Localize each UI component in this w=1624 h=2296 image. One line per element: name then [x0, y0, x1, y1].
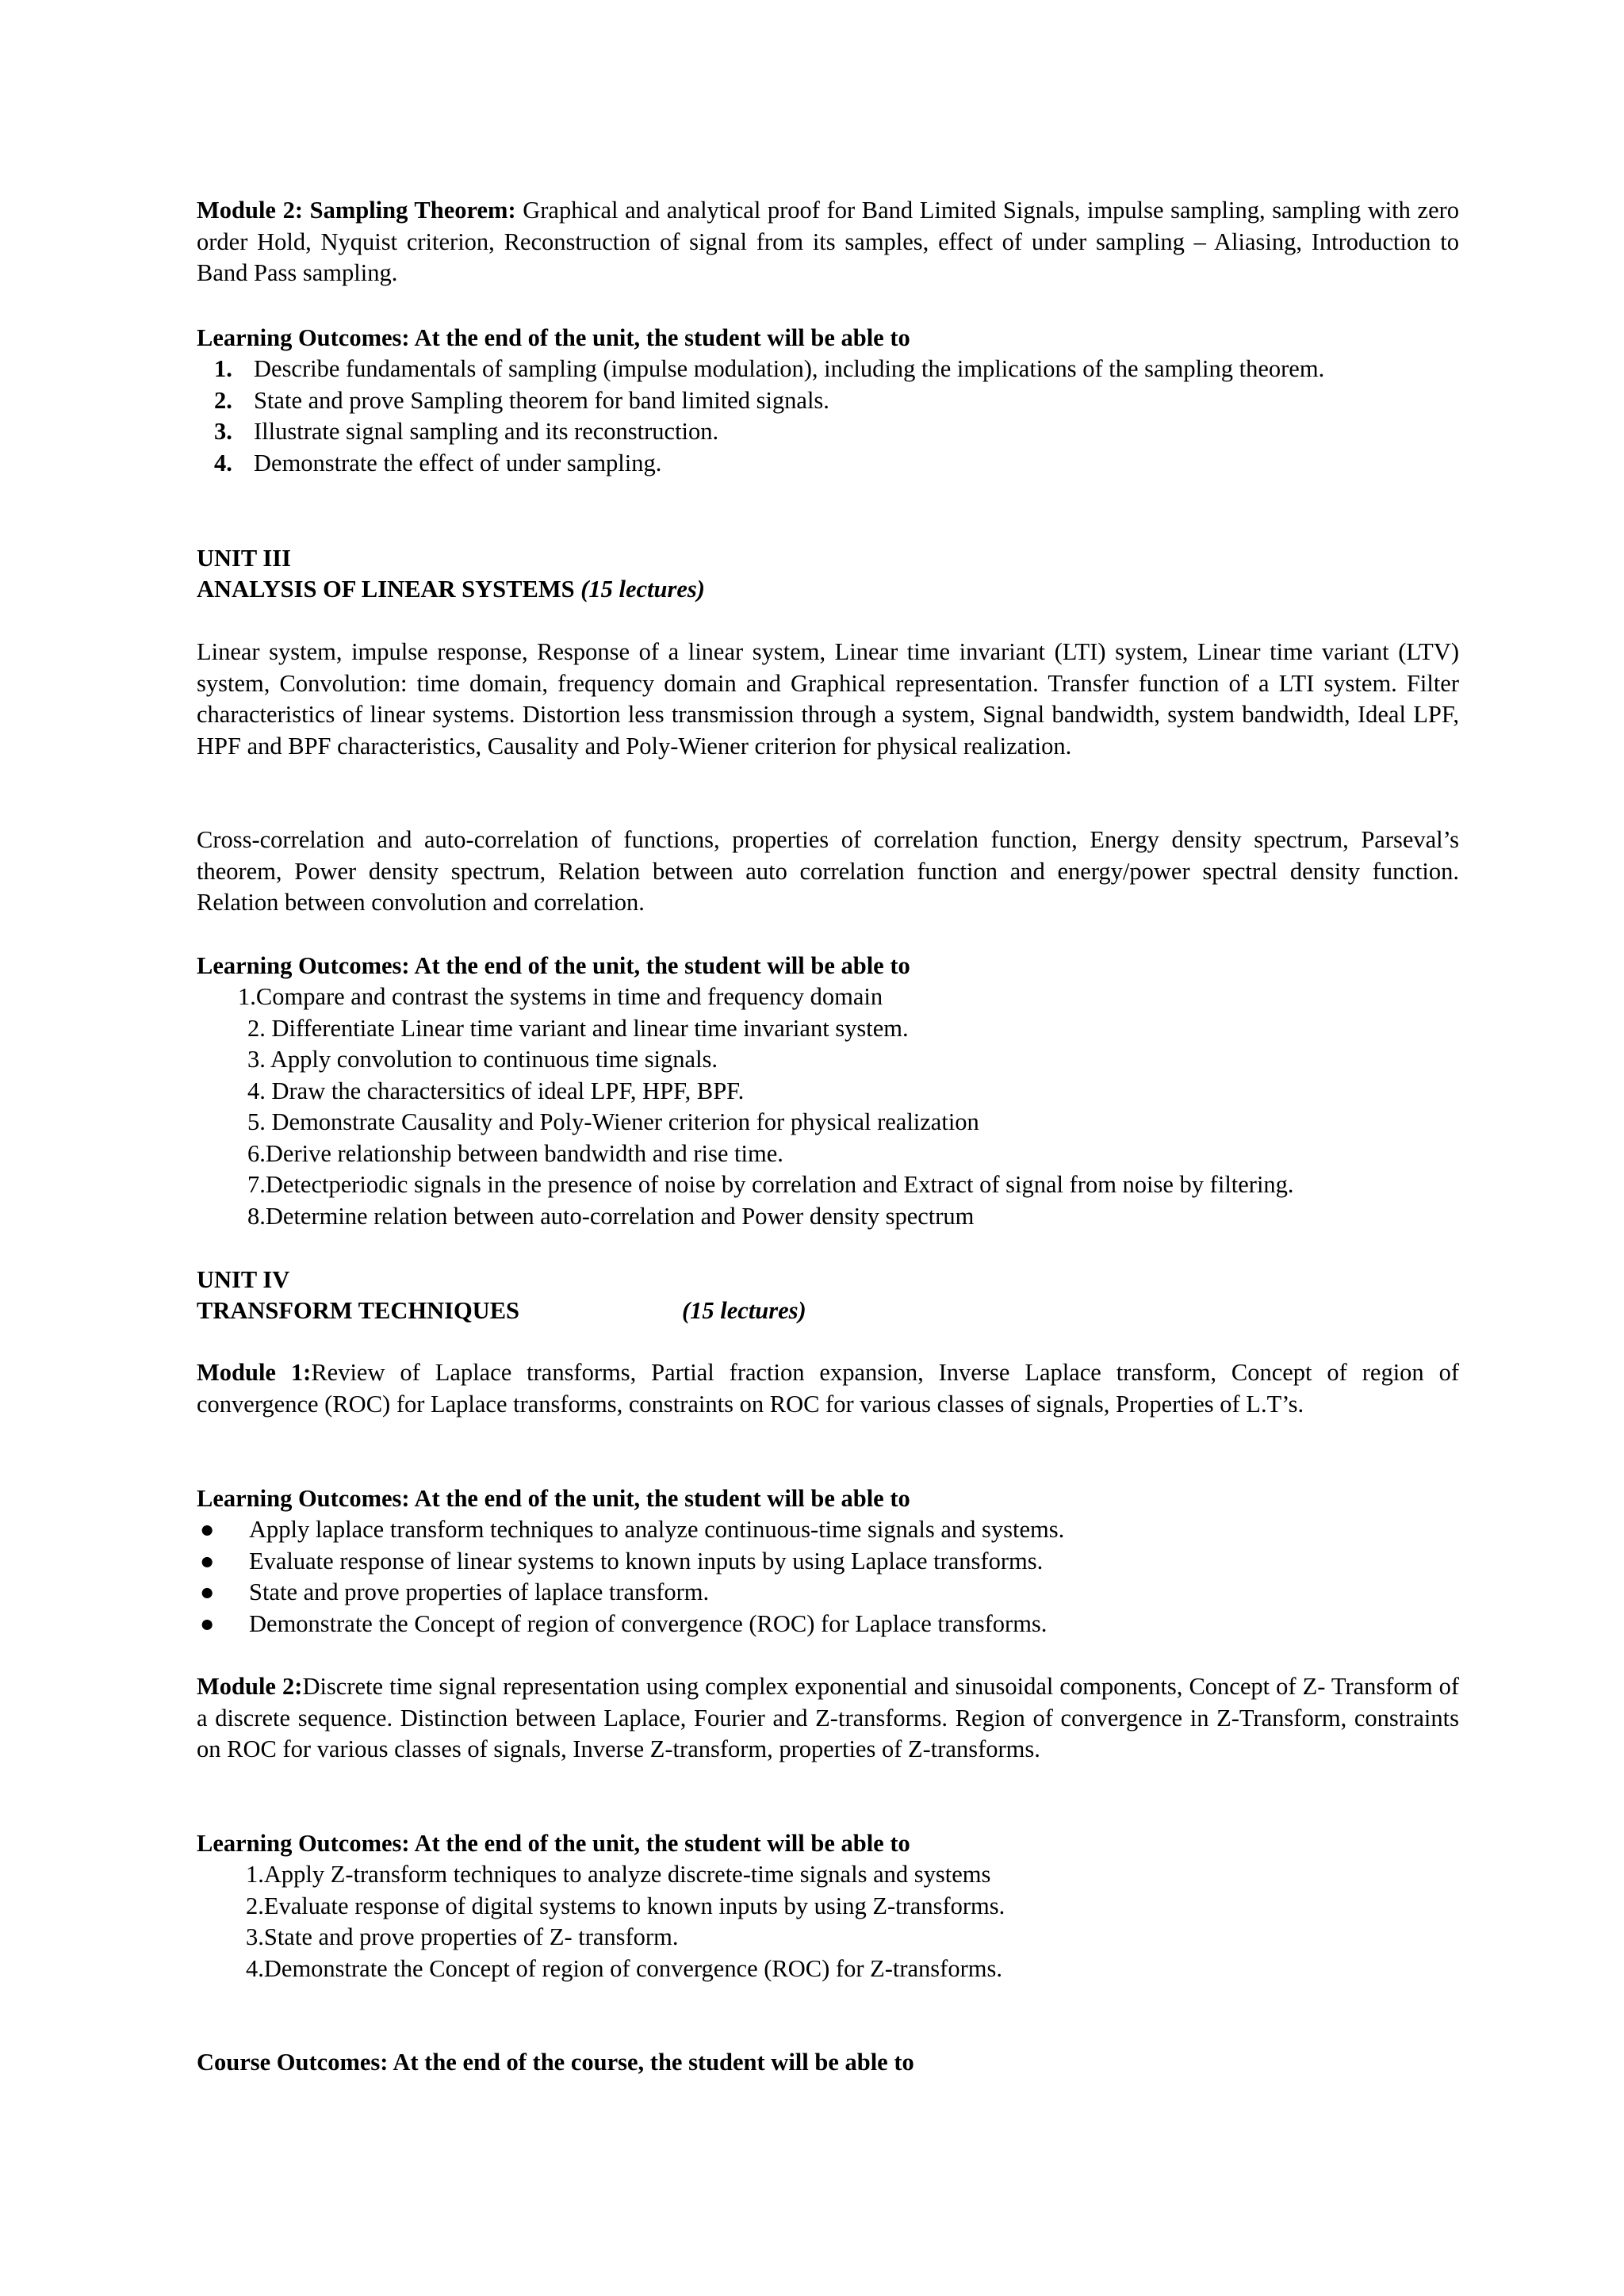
list-item: 6.Derive relationship between bandwidth and rise time.: [247, 1139, 783, 1167]
list-item: 2. Differentiate Linear time variant and linear time invariant system.: [247, 1014, 909, 1042]
unit4-module1-label: Module 1:: [197, 1359, 312, 1386]
unit4-title-line: [197, 1295, 1459, 1327]
bullet-icon: ●: [200, 1578, 215, 1605]
list-item: 2. State and prove Sampling theorem for band limited signals.: [214, 386, 829, 414]
list-item: 3.State and prove properties of Z- transform.: [246, 1923, 679, 1950]
unit3-paragraph-2: Cross-correlation and auto-correlation of functions, properties of correlation function, Energy density spectrum, Parseval’s theorem, Power density spectrum, Relation between auto correlation function and energy/power spectral density function. Relation between convolution and correlation.: [197, 826, 1459, 916]
lo-heading-module1: Learning Outcomes: At the end of the unit, the student will be able to: [197, 1485, 910, 1512]
bullet-icon: ●: [200, 1547, 215, 1575]
unit4-lectures: (15 lectures): [682, 1297, 806, 1324]
list-item: 8.Determine relation between auto-correlation and Power density spectrum: [247, 1202, 975, 1230]
lo-list-module1: [200, 1514, 1462, 1640]
list-item: 1. Describe fundamentals of sampling (impulse modulation), including the implications of the sampling theorem.: [214, 355, 1325, 382]
sampling-module-label: Module 2: Sampling Theorem:: [197, 197, 516, 224]
list-item: 7.Detectperiodic signals in the presence of noise by correlation and Extract of signal from noise by filtering.: [247, 1171, 1294, 1198]
list-item: ● Evaluate response of linear systems to known inputs by using Laplace transforms.: [200, 1546, 1462, 1578]
list-item: 1.Compare and contrast the systems in time and frequency domain: [238, 983, 883, 1010]
list-item: 3. Apply convolution to continuous time signals.: [247, 1046, 718, 1073]
unit4-module2-paragraph: [197, 1671, 1459, 1766]
lo-list-module2: [246, 1859, 1475, 1984]
list-item: 4. Demonstrate the effect of under sampling.: [214, 449, 662, 476]
unit3-lectures: (15 lectures): [580, 576, 705, 603]
unit4-module2-label: Module 2:: [197, 1673, 303, 1700]
lo-list-sampling: [214, 354, 1483, 479]
list-item: ● State and prove properties of laplace transform.: [200, 1577, 1462, 1609]
list-item: 3. Illustrate signal sampling and its reconstruction.: [214, 418, 719, 445]
unit3-paragraph-1: Linear system, impulse response, Response of a linear system, Linear time invariant (LTI) system, Linear time variant (LTV) system, Convolution: time domain, frequency domain and Graphical representation. Transfer function of a LTI system. Filter characteristics of linear systems. Distortion less transmission through a system, Signal bandwidth, system bandwidth, Ideal LPF, HPF and BPF characteristics, Causality and Poly-Wiener criterion for physical realization.: [197, 638, 1459, 760]
bullet-icon: ●: [200, 1516, 215, 1543]
list-item: 2.Evaluate response of digital systems to known inputs by using Z-transforms.: [246, 1892, 1005, 1919]
lo-heading-unit3: Learning Outcomes: At the end of the unit, the student will be able to: [197, 952, 910, 979]
lo-list-unit3: [238, 982, 1475, 1232]
list-item: 5. Demonstrate Causality and Poly-Wiener criterion for physical realization: [247, 1108, 979, 1135]
unit3-title-line: [197, 574, 1459, 606]
unit4-module2-text: Discrete time signal representation using complex exponential and sinusoidal components, Concept of Z- Transform of a discrete sequence. Distinction between Laplace, Fourier and Z-transforms. Region of convergence in Z-Transform, constraints on ROC for various classes of signals, Inverse Z-transform, properties of Z-transforms.: [197, 1673, 1459, 1762]
unit4-module1-paragraph: [197, 1357, 1459, 1420]
unit4-label: UNIT IV: [197, 1266, 290, 1293]
unit4-module1-text: Review of Laplace transforms, Partial fraction expansion, Inverse Laplace transform, Concept of region of convergence (ROC) for Laplace transforms, constraints on ROC for various classes of signals, Properties of L.T’s.: [197, 1359, 1459, 1418]
unit4-title: TRANSFORM TECHNIQUES: [197, 1297, 520, 1324]
unit3-title: ANALYSIS OF LINEAR SYSTEMS: [197, 576, 575, 603]
list-item: 4.Demonstrate the Concept of region of convergence (ROC) for Z-transforms.: [246, 1954, 1002, 1982]
unit3-label: UNIT III: [197, 545, 291, 572]
sampling-module-paragraph: [197, 195, 1459, 289]
lo-heading-sampling: Learning Outcomes: At the end of the unit, the student will be able to: [197, 324, 910, 351]
list-item: 4. Draw the charactersitics of ideal LPF, HPF, BPF.: [247, 1077, 745, 1104]
course-outcomes-heading: Course Outcomes: At the end of the course, the student will be able to: [197, 2049, 914, 2076]
list-item: 1.Apply Z-transform techniques to analyze discrete-time signals and systems: [246, 1861, 991, 1888]
list-item: ● Apply laplace transform techniques to analyze continuous-time signals and systems.: [200, 1514, 1462, 1546]
list-item: ● Demonstrate the Concept of region of convergence (ROC) for Laplace transforms.: [200, 1609, 1462, 1640]
bullet-icon: ●: [200, 1609, 215, 1637]
lo-heading-module2: Learning Outcomes: At the end of the unit, the student will be able to: [197, 1830, 910, 1857]
sampling-module-text: Graphical and analytical proof for Band Limited Signals, impulse sampling, sampling with zero order Hold, Nyquist criterion, Reconstruction of signal from its samples, effect of under sampling – Aliasing, Introduction to Band Pass sampling.: [197, 197, 1460, 286]
